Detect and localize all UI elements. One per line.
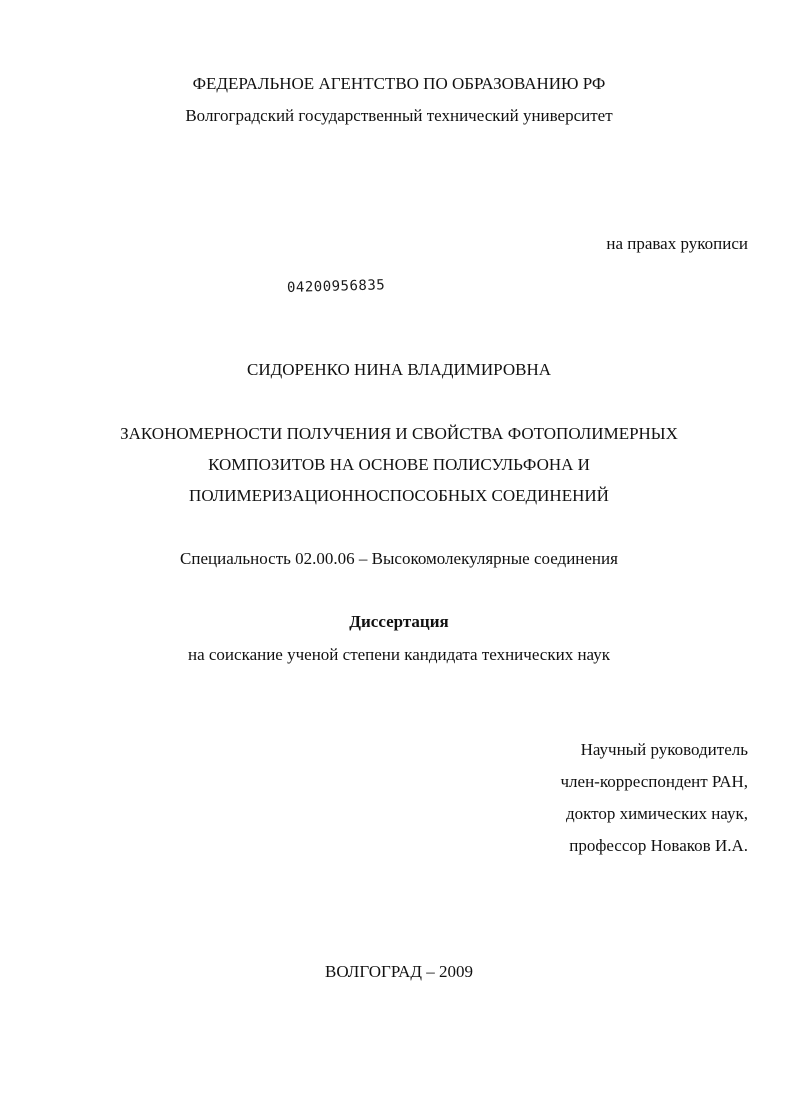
manuscript-note: на правах рукописи: [606, 234, 748, 253]
title-line-2: КОМПОЗИТОВ НА ОСНОВЕ ПОЛИСУЛЬФОНА И: [208, 455, 590, 474]
specialty-line: Специальность 02.00.06 – Высокомолекулярные соединения: [180, 549, 618, 568]
author-name: СИДОРЕНКО НИНА ВЛАДИМИРОВНА: [247, 360, 551, 379]
supervisor-line-3: доктор химических наук,: [565, 804, 748, 823]
title-line-3: ПОЛИМЕРИЗАЦИОННОСПОСОБНЫХ СОЕДИНЕНИЙ: [189, 486, 609, 505]
library-stamp-number: 04200956835: [286, 277, 386, 296]
supervisor-line-4: профессор Новаков И.А.: [569, 836, 748, 855]
degree-line: на соискание ученой степени кандидата технических наук: [187, 645, 610, 664]
university-name: Волгоградский государственный технический университет: [185, 106, 613, 125]
agency-heading: ФЕДЕРАЛЬНОЕ АГЕНТСТВО ПО ОБРАЗОВАНИЮ РФ: [192, 74, 606, 93]
supervisor-line-1: Научный руководитель: [580, 740, 748, 759]
work-type: Диссертация: [349, 612, 449, 631]
city-year: ВОЛГОГРАД – 2009: [325, 962, 473, 981]
supervisor-line-2: член-корреспондент РАН,: [560, 772, 748, 791]
title-line-1: ЗАКОНОМЕРНОСТИ ПОЛУЧЕНИЯ И СВОЙСТВА ФОТОПОЛИМЕРНЫХ: [120, 424, 678, 443]
